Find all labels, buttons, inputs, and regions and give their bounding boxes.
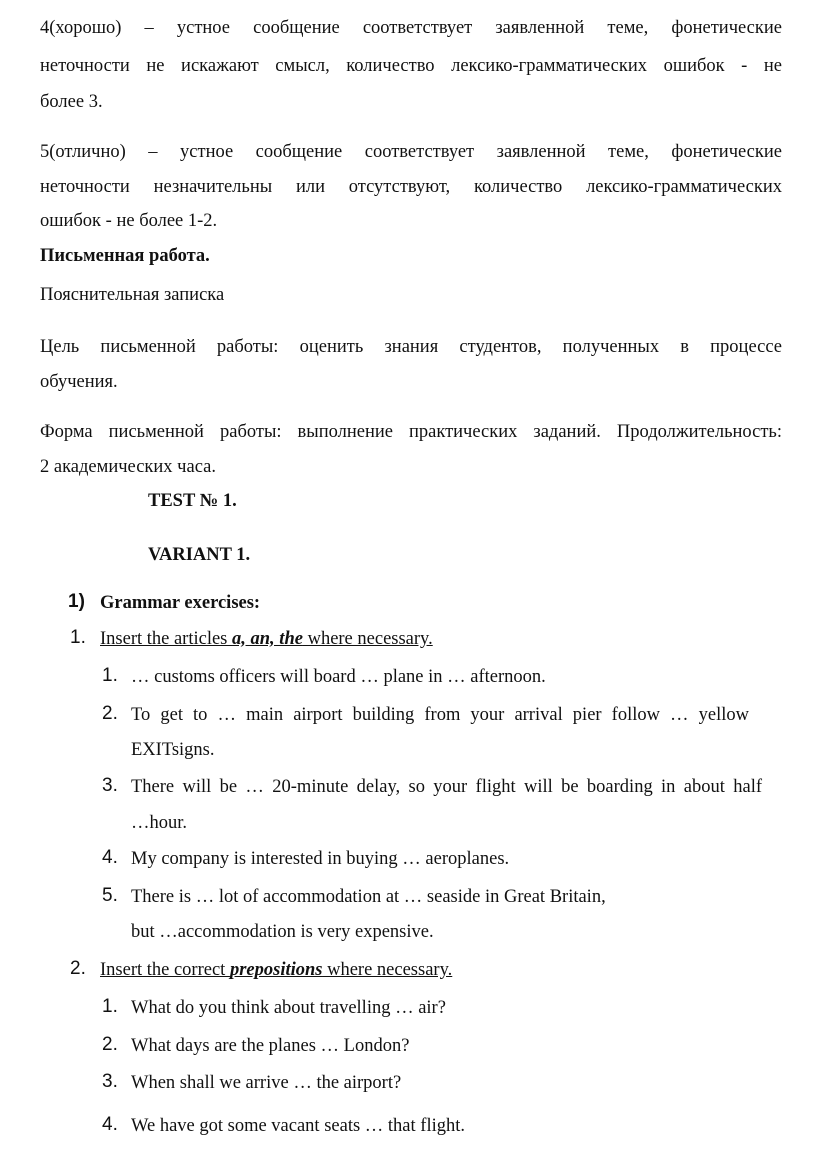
form-line1: Форма письменной работы: выполнение практических заданий. Продолжительность:: [40, 422, 782, 442]
grade4-line2: неточности не искажают смысл, количество лексико-грамматических ошибок - не: [40, 56, 782, 76]
goal-line2: обучения.: [40, 372, 118, 392]
ex1-item5-cont: but …accommodation is very expensive.: [131, 922, 434, 942]
ex2-item1-number: 1.: [102, 996, 118, 1017]
exercise1-number: 1.: [70, 627, 86, 648]
ex1-item4-number: 4.: [102, 847, 118, 868]
ex1-item1-number: 1.: [102, 665, 118, 686]
ex1-item5-number: 5.: [102, 885, 118, 906]
goal-line1: Цель письменной работы: оценить знания студентов, полученных в процессе: [40, 337, 782, 357]
exercise2-keyword: prepositions: [229, 960, 323, 980]
ex2-item4-number: 4.: [102, 1114, 118, 1135]
ex1-item2-number: 2.: [102, 703, 118, 724]
grade5-line1: 5(отлично) – устное сообщение соответствует заявленной теме, фонетические: [40, 142, 782, 162]
grade4-line1: 4(хорошо) – устное сообщение соответствует заявленной теме, фонетические: [40, 18, 782, 38]
ex2-item3-text: When shall we arrive … the airport?: [131, 1073, 402, 1093]
section-title: Grammar exercises:: [100, 593, 261, 613]
exercise2-number: 2.: [70, 958, 86, 979]
ex1-item2-text: To get to … main airport building from your arrival pier follow … yellow: [131, 705, 749, 725]
ex1-item3-cont: …hour.: [131, 813, 188, 833]
exercise1-instruction: Insert the articles a, an, the where necessary.: [100, 629, 433, 649]
ex1-item5-text: There is … lot of accommodation at … seaside in Great Britain,: [131, 887, 606, 907]
ex1-item3-text: There will be … 20-minute delay, so your flight will be boarding in about half: [131, 777, 762, 797]
test-title: TEST № 1.: [148, 491, 237, 511]
ex1-item2-cont: EXITsigns.: [131, 740, 215, 760]
ex1-item4-text: My company is interested in buying … aeroplanes.: [131, 849, 510, 869]
ex1-item1-text: … customs officers will board … plane in … afternoon.: [131, 667, 546, 687]
grade5-line3: ошибок - не более 1-2.: [40, 211, 218, 231]
ex2-item4-text: We have got some vacant seats … that flight.: [131, 1116, 465, 1136]
exercise2-instruction: Insert the correct prepositions where necessary.: [100, 960, 453, 980]
ex1-item3-number: 3.: [102, 775, 118, 796]
ex2-item2-number: 2.: [102, 1034, 118, 1055]
exercise1-keyword: a, an, the: [232, 629, 303, 649]
grade5-line2: неточности незначительны или отсутствуют, количество лексико-грамматических: [40, 177, 782, 197]
form-line2: 2 академических часа.: [40, 457, 216, 477]
ex2-item1-text: What do you think about travelling … air?: [131, 998, 446, 1018]
variant-title: VARIANT 1.: [148, 545, 251, 565]
written-work-heading: Письменная работа.: [40, 246, 210, 266]
ex2-item2-text: What days are the planes … London?: [131, 1036, 410, 1056]
explanatory-note-title: Пояснительная записка: [40, 285, 225, 305]
ex2-item3-number: 3.: [102, 1071, 118, 1092]
grade4-line3: более 3.: [40, 92, 103, 112]
section-number: 1): [68, 591, 85, 612]
